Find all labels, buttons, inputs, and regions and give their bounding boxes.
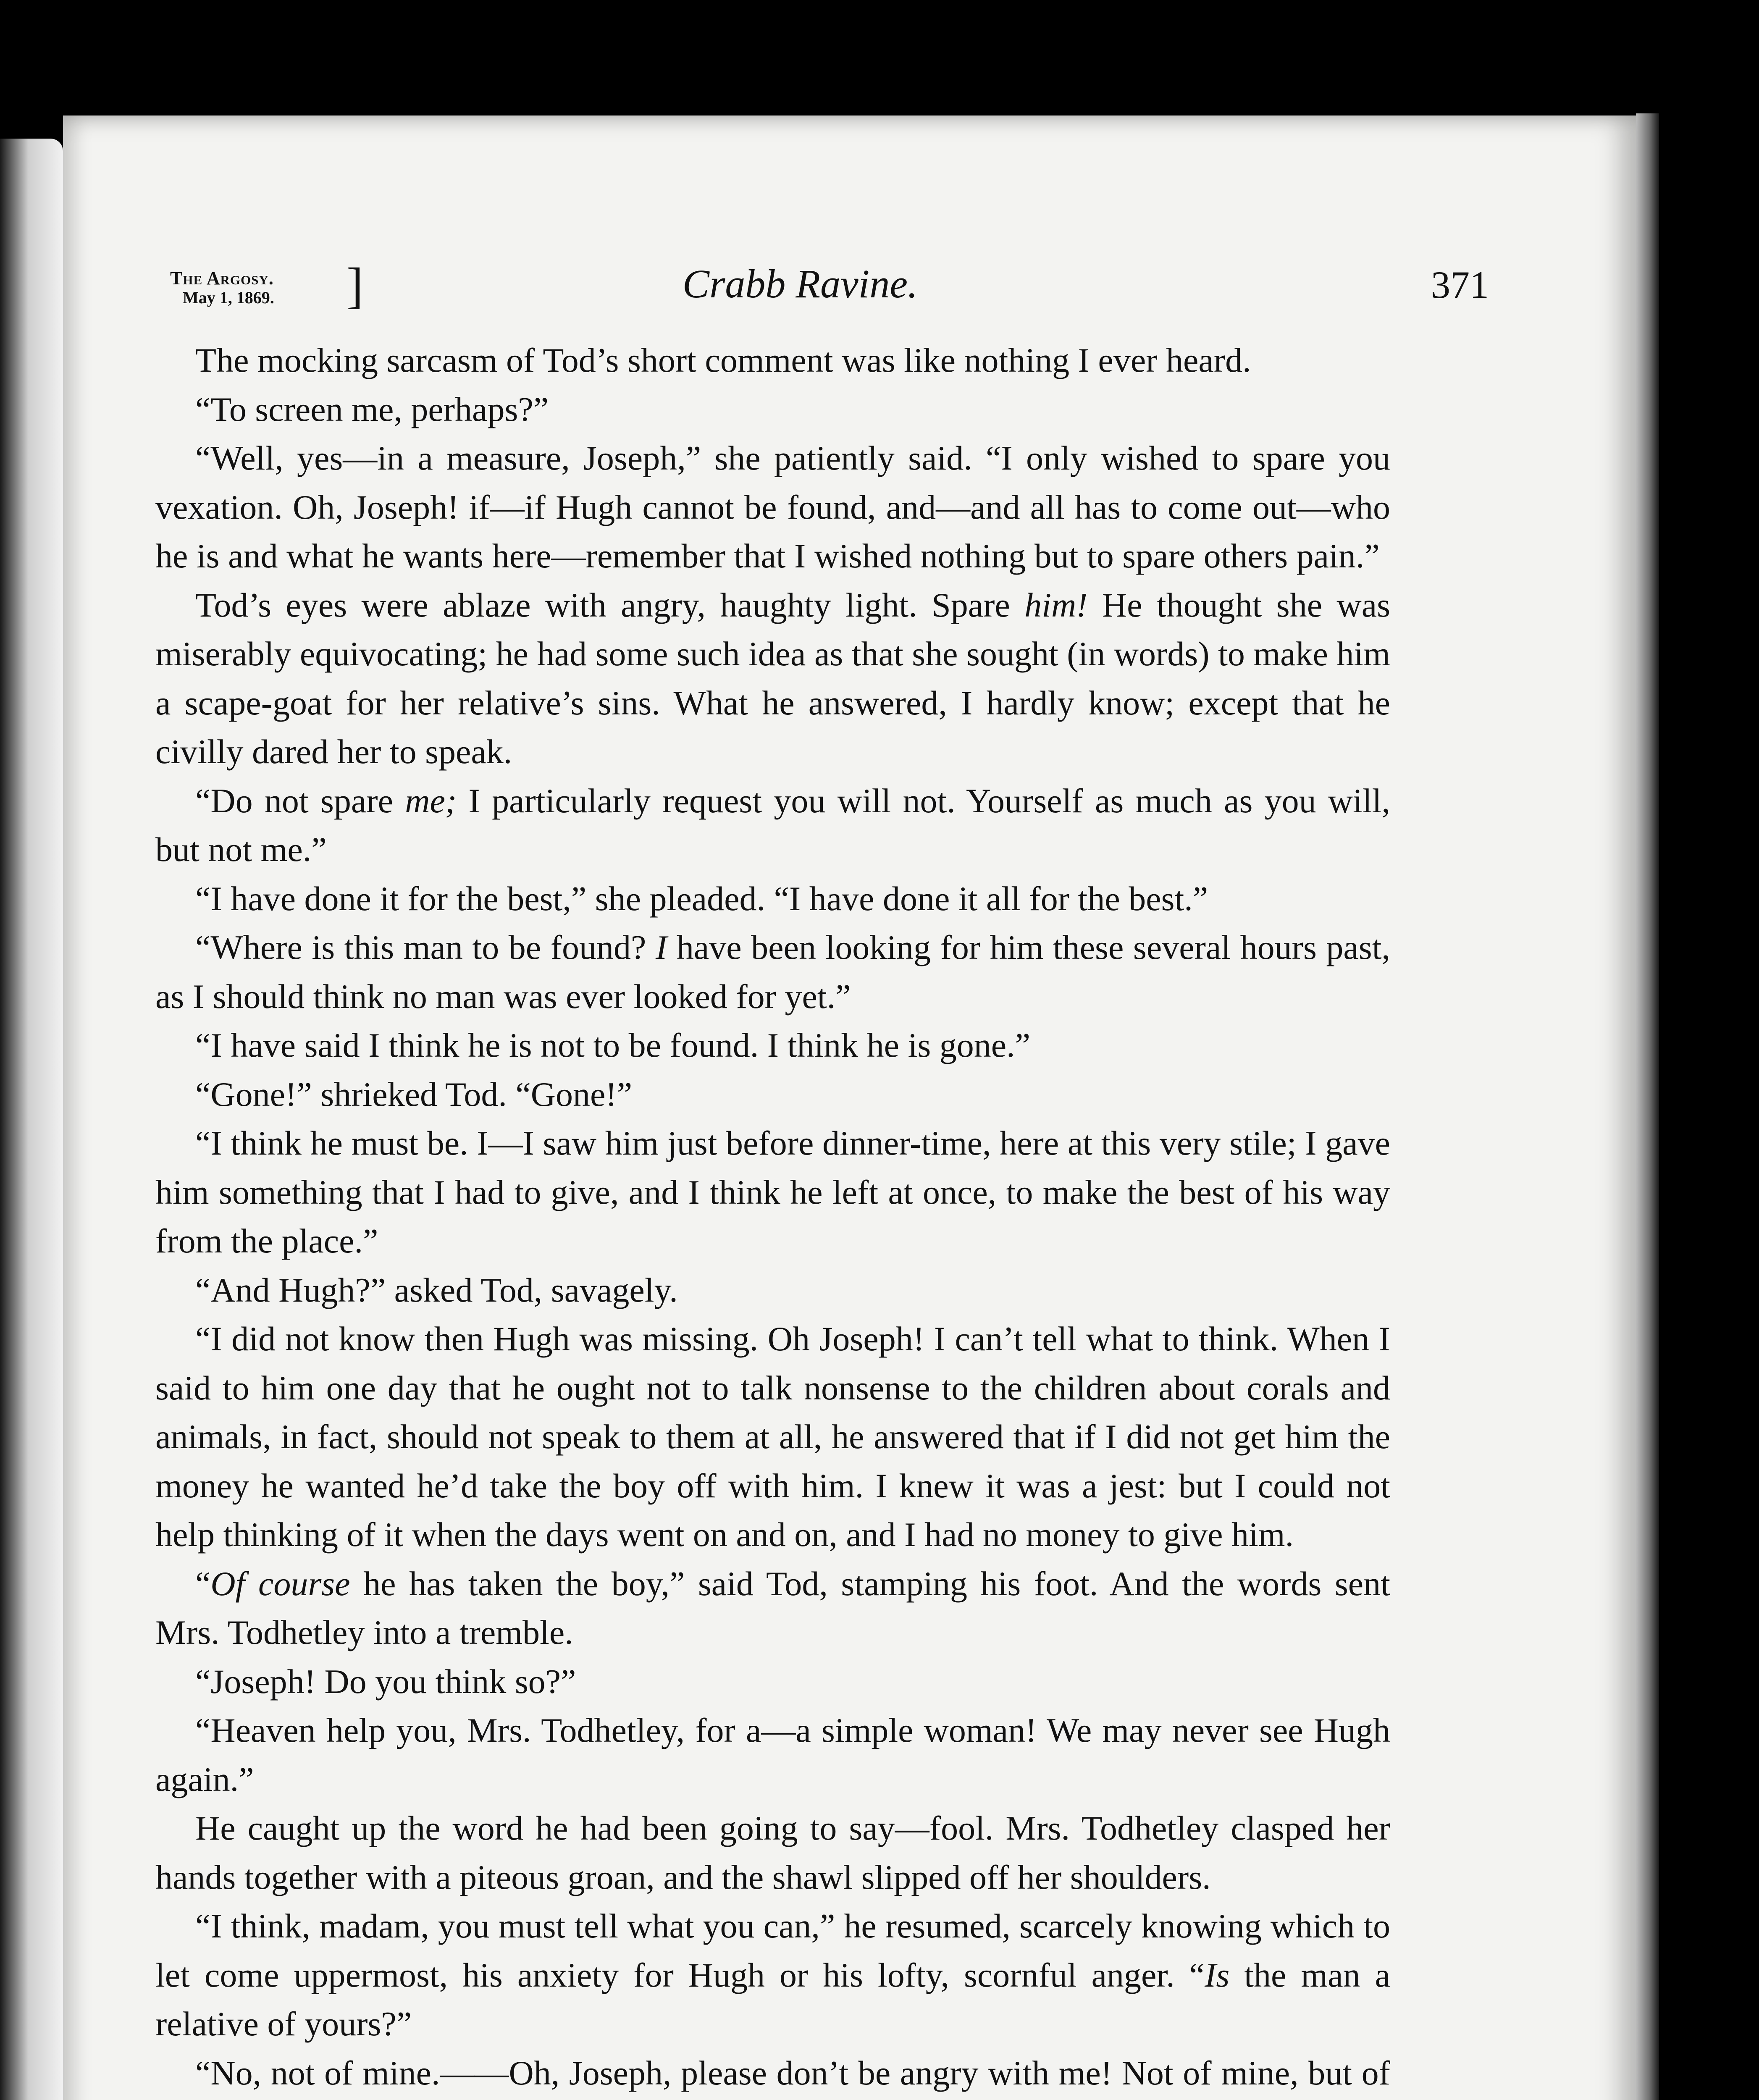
journal-citation	[170, 257, 422, 313]
text-run: “I think he must be. I—I saw him just before dinner-time, here at this very stile; I gave him something that I had to give, and I think he left at once, to make the best of his way from the place.”	[155, 1124, 1390, 1260]
paragraph	[155, 1657, 1390, 1706]
paragraph	[155, 1559, 1390, 1657]
text-run: The mocking sarcasm of Tod’s short comment was like nothing I ever heard.	[195, 341, 1251, 379]
text-run: “Do not spare	[195, 781, 405, 820]
paragraph	[155, 1804, 1390, 1902]
page-number: 371	[1431, 263, 1489, 306]
text-run: “And Hugh?” asked Tod, savagely.	[195, 1270, 678, 1309]
text-run: “Joseph! Do you think so?”	[195, 1662, 576, 1701]
paragraph	[155, 2049, 1390, 2100]
text-run: “No, not of mine.——Oh, Joseph, please don’t be angry with me! Not of mine, but of	[195, 2053, 1390, 2092]
paragraph	[155, 1902, 1390, 2049]
text-run: he has taken the boy,” said Tod, stamping his foot. And the words sent Mrs. Todhetley into a tremble.	[155, 1564, 1390, 1651]
facing-page-edge	[0, 139, 63, 2100]
text-run: “Well, yes—in a measure, Joseph,” she patiently said. “I only wished to spare you vexation. Oh, Joseph! if—if Hugh cannot be found, and—and all has to come out—who he is and what he wants here—remember that I wished nothing but to spare others pain.”	[155, 439, 1390, 575]
paragraph	[155, 874, 1390, 924]
text-run: I particularly request you will not. Yourself as much as you will, but not me.”	[155, 781, 1390, 869]
paragraph	[155, 1119, 1390, 1266]
italic-text: Of course	[210, 1564, 350, 1603]
paragraph	[155, 1070, 1390, 1119]
text-run: “Gone!” shrieked Tod. “Gone!”	[195, 1075, 633, 1113]
text-run: “I did not know then Hugh was missing. Oh Joseph! I can’t tell what to think. When I said to him one day that he ought not to talk nonsense to the children about corals and animals, in fact, should not speak to them at all, he answered that if I did not get him the money he wanted he’d take the boy off with him. I knew it was a jest: but I could not help thinking of it when the days went on and on, and I had no money to give him.	[155, 1320, 1390, 1554]
paragraph	[155, 1266, 1390, 1315]
paragraph	[155, 923, 1390, 1021]
italic-text: Is	[1205, 1956, 1230, 1994]
paragraph	[155, 385, 1390, 434]
paragraph	[155, 581, 1390, 777]
text-run: “	[195, 1564, 211, 1603]
paragraph	[155, 434, 1390, 581]
paragraph	[155, 777, 1390, 874]
text-run: the man a relative of yours?”	[155, 1956, 1390, 2043]
italic-text: him!	[1024, 585, 1088, 624]
citation-bracket: ]	[347, 257, 363, 313]
paragraph	[155, 1315, 1390, 1559]
text-run: He thought she was miserably equivocating; he had some such idea as that she sought (in words) to make him a scape-goat for her relative’s sins. What he answered, I hardly know; except that he civilly dared her to speak.	[155, 585, 1390, 771]
text-run: He caught up the word he had been going to say—fool. Mrs. Todhetley clasped her hands together with a piteous groan, and the shawl slipped off her shoulders.	[155, 1809, 1390, 1896]
paragraph	[155, 1706, 1390, 1804]
text-run: “Heaven help you, Mrs. Todhetley, for a—a simple woman! We may never see Hugh again.”	[155, 1711, 1390, 1798]
page-fore-edge	[1636, 113, 1659, 2100]
text-run: “Where is this man to be found?	[195, 928, 656, 966]
text-run: “To screen me, perhaps?”	[195, 390, 549, 428]
italic-text: me;	[405, 781, 457, 820]
journal-date: May 1, 1869.	[183, 288, 274, 307]
text-run: Tod’s eyes were ablaze with angry, haughty light. Spare	[195, 585, 1025, 624]
running-title: Crabb Ravine.	[683, 261, 918, 306]
text-run: “I have said I think he is not to be found. I think he is gone.”	[195, 1026, 1031, 1064]
journal-name: The Argosy.	[170, 268, 274, 289]
running-head	[95, 252, 1489, 319]
text-run: “I have done it for the best,” she pleaded. “I have done it all for the best.”	[195, 879, 1208, 918]
text-run: have been looking for him these several hours past, as I should think no man was ever looked for yet.”	[155, 928, 1390, 1016]
italic-text: I	[655, 928, 667, 966]
text-run: “I think, madam, you must tell what you can,” he resumed, scarcely knowing which to let come uppermost, his anxiety for Hugh or his lofty, scornful anger. “	[155, 1907, 1390, 1994]
paragraph	[155, 336, 1390, 385]
body-text	[155, 336, 1390, 2100]
paragraph	[155, 1021, 1390, 1070]
